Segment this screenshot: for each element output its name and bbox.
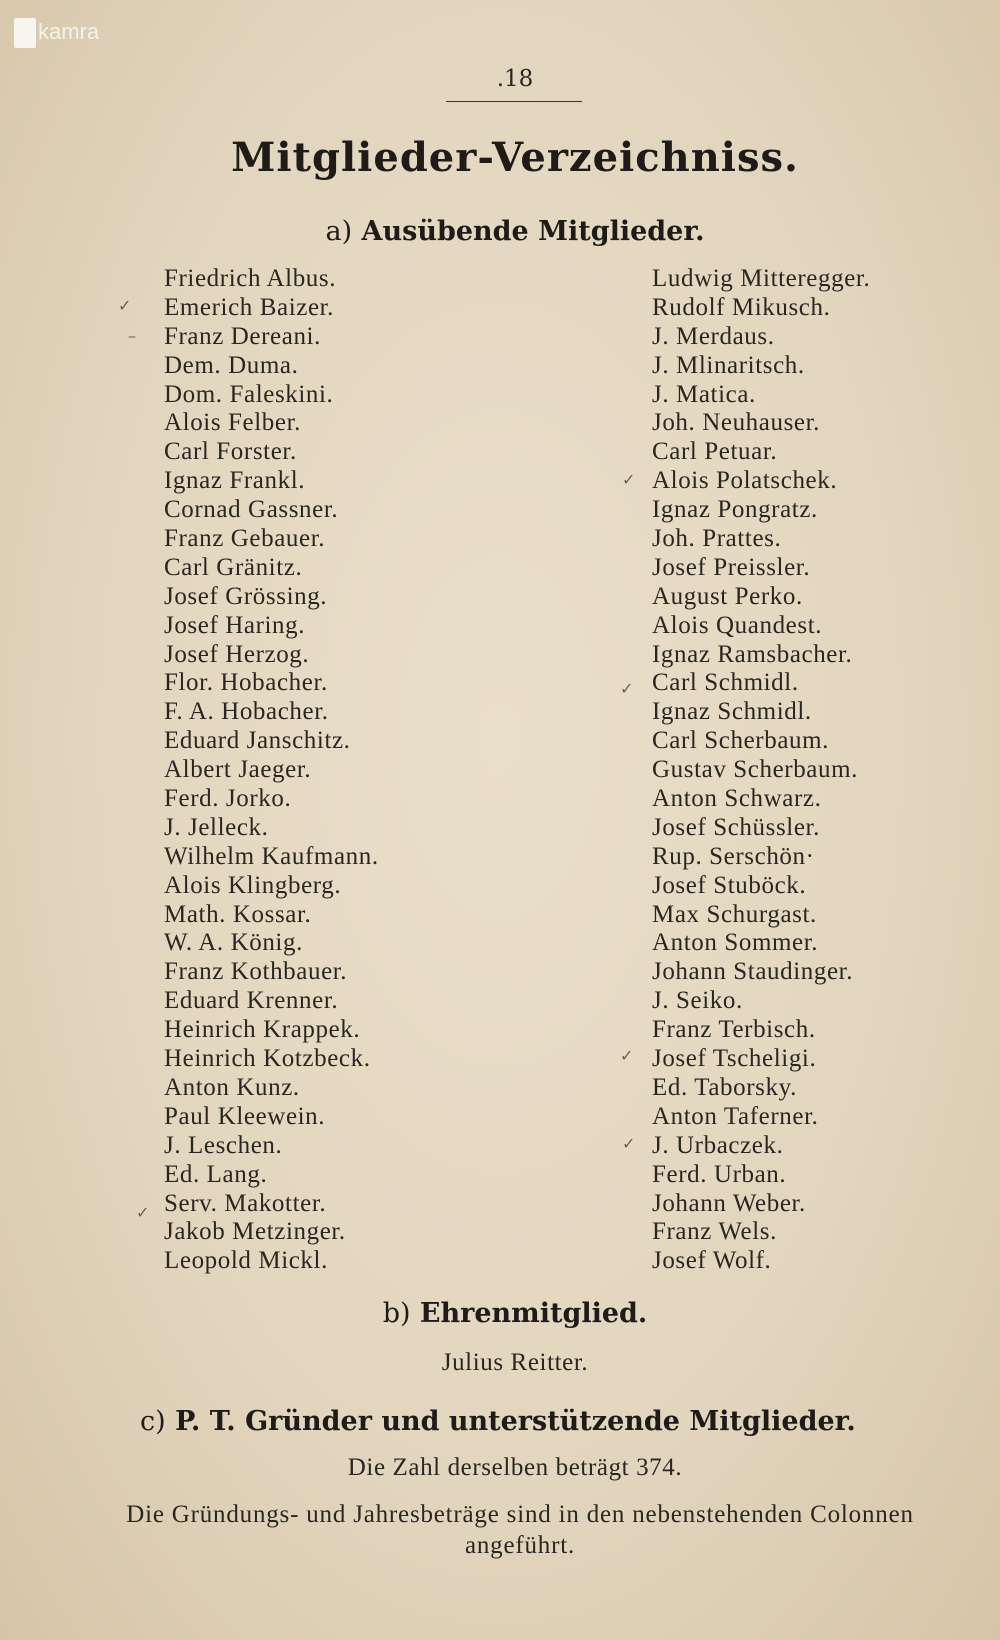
member-name: Emerich Baizer. xyxy=(164,293,335,321)
member-name: J. Merdaus. xyxy=(652,322,775,350)
member-name: Eduard Krenner. xyxy=(164,987,339,1015)
member-name: Franz Terbisch. xyxy=(652,1016,816,1044)
page-number: .18 xyxy=(496,66,534,92)
member-name: Josef Stuböck. xyxy=(652,871,807,899)
member-name: J. Leschen. xyxy=(164,1131,283,1159)
founder-count-text: Die Zahl derselben beträgt 374. xyxy=(347,1454,683,1481)
watermark-text: kamra xyxy=(38,18,100,44)
member-name: Flor. Hobacher. xyxy=(164,669,328,697)
member-name: Josef Herzog. xyxy=(164,640,310,668)
section-c-title: P. T. Gründer und unterstützende Mitglieder. xyxy=(175,1406,856,1437)
member-name: W. A. König. xyxy=(164,929,303,957)
member-name: Josef Haring. xyxy=(164,611,306,639)
member-name: J. Matica. xyxy=(652,380,756,408)
member-name: Carl Forster. xyxy=(164,438,297,466)
member-name: Alois Klingberg. xyxy=(164,871,342,899)
member-name: Anton Kunz. xyxy=(164,1073,300,1101)
section-a-title: Ausübende Mitglieder. xyxy=(361,216,705,247)
footnote: Die Gründungs- und Jahresbeträge sind in den nebenstehenden Colonnen angeführt. xyxy=(126,1501,914,1559)
member-name: Johann Staudinger. xyxy=(652,958,854,986)
member-name: Joh. Neuhauser. xyxy=(652,409,820,437)
section-b-heading xyxy=(0,1298,1000,1329)
member-name: J. Urbaczek. xyxy=(652,1131,784,1159)
member-name: Max Schurgast. xyxy=(652,900,817,928)
page-title: Mitglieder-Verzeichniss. xyxy=(231,134,799,181)
member-name: August Perko. xyxy=(652,582,803,610)
members-left-column xyxy=(164,265,379,1276)
member-name: J. Jelleck. xyxy=(164,813,269,841)
member-name: Carl Petuar. xyxy=(652,438,778,466)
member-name: Ignaz Schmidl. xyxy=(652,698,812,726)
member-name: Wilhelm Kaufmann. xyxy=(164,842,379,870)
member-name: Dem. Duma. xyxy=(164,351,299,379)
member-name: Ferd. Urban. xyxy=(652,1160,787,1188)
member-name: Gustav Scherbaum. xyxy=(652,756,858,784)
member-name: Carl Gränitz. xyxy=(164,553,303,581)
member-name: Josef Grössing. xyxy=(164,582,328,610)
member-name: Carl Schmidl. xyxy=(652,669,799,697)
member-name: Josef Preissler. xyxy=(652,553,811,581)
section-c-letter: c) xyxy=(140,1406,166,1437)
member-name: Ed. Lang. xyxy=(164,1160,268,1188)
member-name: Johann Weber. xyxy=(652,1189,806,1217)
member-name: Heinrich Kotzbeck. xyxy=(164,1045,371,1073)
pencil-dash-mark: – xyxy=(128,326,136,345)
member-name: Franz Kothbauer. xyxy=(164,958,348,986)
member-name: Jakob Metzinger. xyxy=(164,1218,346,1246)
section-a-letter: a) xyxy=(325,216,353,247)
section-b-title: Ehrenmitglied. xyxy=(419,1298,648,1329)
member-name: Josef Schüssler. xyxy=(652,813,820,841)
member-name: Anton Taferner. xyxy=(652,1102,819,1130)
member-name: Franz Gebauer. xyxy=(164,525,326,553)
member-name: Alois Quandest. xyxy=(652,611,823,639)
pencil-tick-mark: ✓ xyxy=(620,679,634,698)
member-name: Franz Wels. xyxy=(652,1218,777,1246)
section-c-heading xyxy=(140,1406,900,1437)
pencil-tick-mark: ✓ xyxy=(622,1134,636,1153)
pencil-tick-mark: ✓ xyxy=(118,296,132,315)
member-name: Ignaz Pongratz. xyxy=(652,496,818,524)
member-name: Math. Kossar. xyxy=(164,900,312,928)
member-name: Serv. Makotter. xyxy=(164,1189,327,1217)
member-name: Cornad Gassner. xyxy=(164,496,339,524)
pencil-tick-mark: ✓ xyxy=(622,470,636,489)
member-name: Ignaz Ramsbacher. xyxy=(652,640,853,668)
member-name: Carl Scherbaum. xyxy=(652,727,830,755)
member-name: Anton Sommer. xyxy=(652,929,819,957)
member-name: J. Mlinaritsch. xyxy=(652,351,805,379)
member-name: Anton Schwarz. xyxy=(652,785,822,813)
member-name: Alois Felber. xyxy=(164,409,301,437)
member-name: Leopold Mickl. xyxy=(164,1247,328,1275)
member-name: Dom. Faleskini. xyxy=(164,380,334,408)
pencil-tick-mark: ✓ xyxy=(136,1203,150,1222)
kamra-logo-icon xyxy=(14,18,36,48)
member-name: J. Seiko. xyxy=(652,987,743,1015)
member-name: Ed. Taborsky. xyxy=(652,1073,797,1101)
honorary-member-name: Julius Reitter. xyxy=(441,1349,589,1376)
member-name: Alois Polatschek. xyxy=(652,467,838,495)
member-name: Joh. Prattes. xyxy=(652,525,782,553)
member-name: Rudolf Mikusch. xyxy=(652,293,831,321)
members-right-column xyxy=(652,265,870,1276)
member-name: Friedrich Albus. xyxy=(164,265,337,292)
header-rule xyxy=(446,101,582,102)
member-name: Paul Kleewein. xyxy=(164,1102,326,1130)
section-b-letter: b) xyxy=(382,1298,411,1329)
watermark-logo xyxy=(14,18,99,48)
member-name: Heinrich Krappek. xyxy=(164,1016,361,1044)
member-name: Franz Dereani. xyxy=(164,322,321,350)
member-name: Eduard Janschitz. xyxy=(164,727,351,755)
member-name: F. A. Hobacher. xyxy=(164,698,329,726)
member-name: Rup. Serschön· xyxy=(652,842,815,870)
member-name: Albert Jaeger. xyxy=(164,756,312,784)
member-name: Josef Wolf. xyxy=(652,1247,772,1275)
member-name: Ferd. Jorko. xyxy=(164,785,292,813)
member-name: Ignaz Frankl. xyxy=(164,467,306,495)
pencil-tick-mark: ✓ xyxy=(620,1046,634,1065)
member-name: Ludwig Mitteregger. xyxy=(652,265,871,292)
section-a-heading xyxy=(0,216,1000,247)
member-name: Josef Tscheligi. xyxy=(652,1045,817,1073)
